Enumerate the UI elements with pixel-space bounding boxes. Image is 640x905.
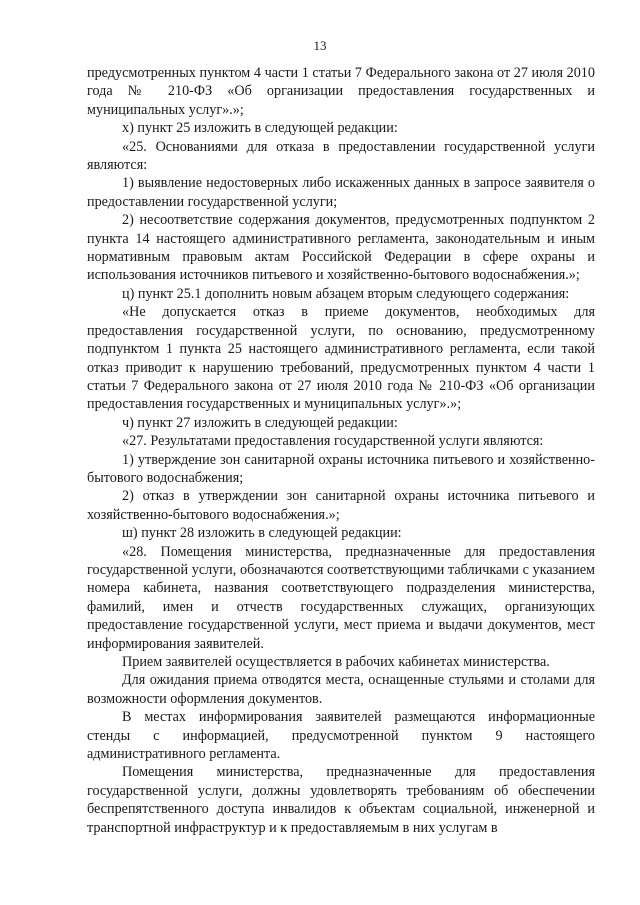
paragraph: В местах информирования заявителей размещаются информационные стенды с информацией, предусмотренной пунктом 9 настоящего административного регламента. [87,709,595,763]
document-body [87,64,595,837]
paragraph: «28. Помещения министерства, предназначенные для предоставления государственной услуги, обозначаются соответствующими табличками с указанием номера кабинета, названия соответствующего подразделения министерства, фамилий, имен и отчеств государственных служащих, организующих предоставление государственной услуги, мест приема и выдачи документов, мест информирования заявителей. [87,543,595,652]
paragraph: 1) утверждение зон санитарной охраны источника питьевого и хозяйственно-бытового водоснабжения; [87,451,595,486]
paragraph: предусмотренных пунктом 4 части 1 статьи 7 Федерального закона от 27 июля 2010 года № 210-ФЗ «Об организации предоставления государственных и муниципальных услуг».»; [87,65,595,118]
paragraph: «27. Результатами предоставления государственной услуги являются: [122,433,544,450]
paragraph: ч) пункт 27 изложить в следующей редакции: [122,414,398,431]
paragraph: 2) отказ в утверждении зон санитарной охраны источника питьевого и хозяйственно-бытового водоснабжения.»; [87,488,595,523]
paragraph: Для ожидания приема отводятся места, оснащенные стульями и столами для возможности оформления документов. [87,672,595,707]
paragraph: Прием заявителей осуществляется в рабочих кабинетах министерства. [122,654,550,670]
paragraph: 2) несоответствие содержания документов, предусмотренных подпунктом 2 пункта 14 настоящего административного регламента, законодательным и иным нормативным правовым актам Российской Федерации в сфере охраны и использования источников питьевого и хозяйственно-бытового водоснабжения.»; [87,212,595,284]
paragraph: Помещения министерства, предназначенные для предоставления государственной услуги, должны удовлетворять требованиям об обеспечении беспрепятственного доступа инвалидов к объектам социальной, инженерной и транспортной инфраструктур и к предоставляемым в них услугам в [87,764,595,836]
paragraph: ц) пункт 25.1 дополнить новым абзацем вторым следующего содержания: [122,285,570,302]
paragraph: «Не допускается отказ в приеме документов, необходимых для предоставления государственной услуги, по основанию, предусмотренному подпунктом 1 пункта 25 настоящего административного регламента, если такой отказ приводит к нарушению требований, предусмотренных пунктом 4 части 1 статьи 7 Федерального закона от 27 июля 2010 года № 210-ФЗ «Об организации предоставления государственных и муниципальных услуг».»; [87,304,595,413]
page-number: 13 [313,38,327,53]
paragraph: ш) пункт 28 изложить в следующей редакции: [122,525,402,542]
paragraph: «25. Основаниями для отказа в предоставлении государственной услуги являются: [87,138,595,174]
paragraph: 1) выявление недостоверных либо искаженных данных в запросе заявителя о предоставлении государственной услуги; [87,175,595,210]
paragraph: х) пункт 25 изложить в следующей редакции: [122,120,398,137]
